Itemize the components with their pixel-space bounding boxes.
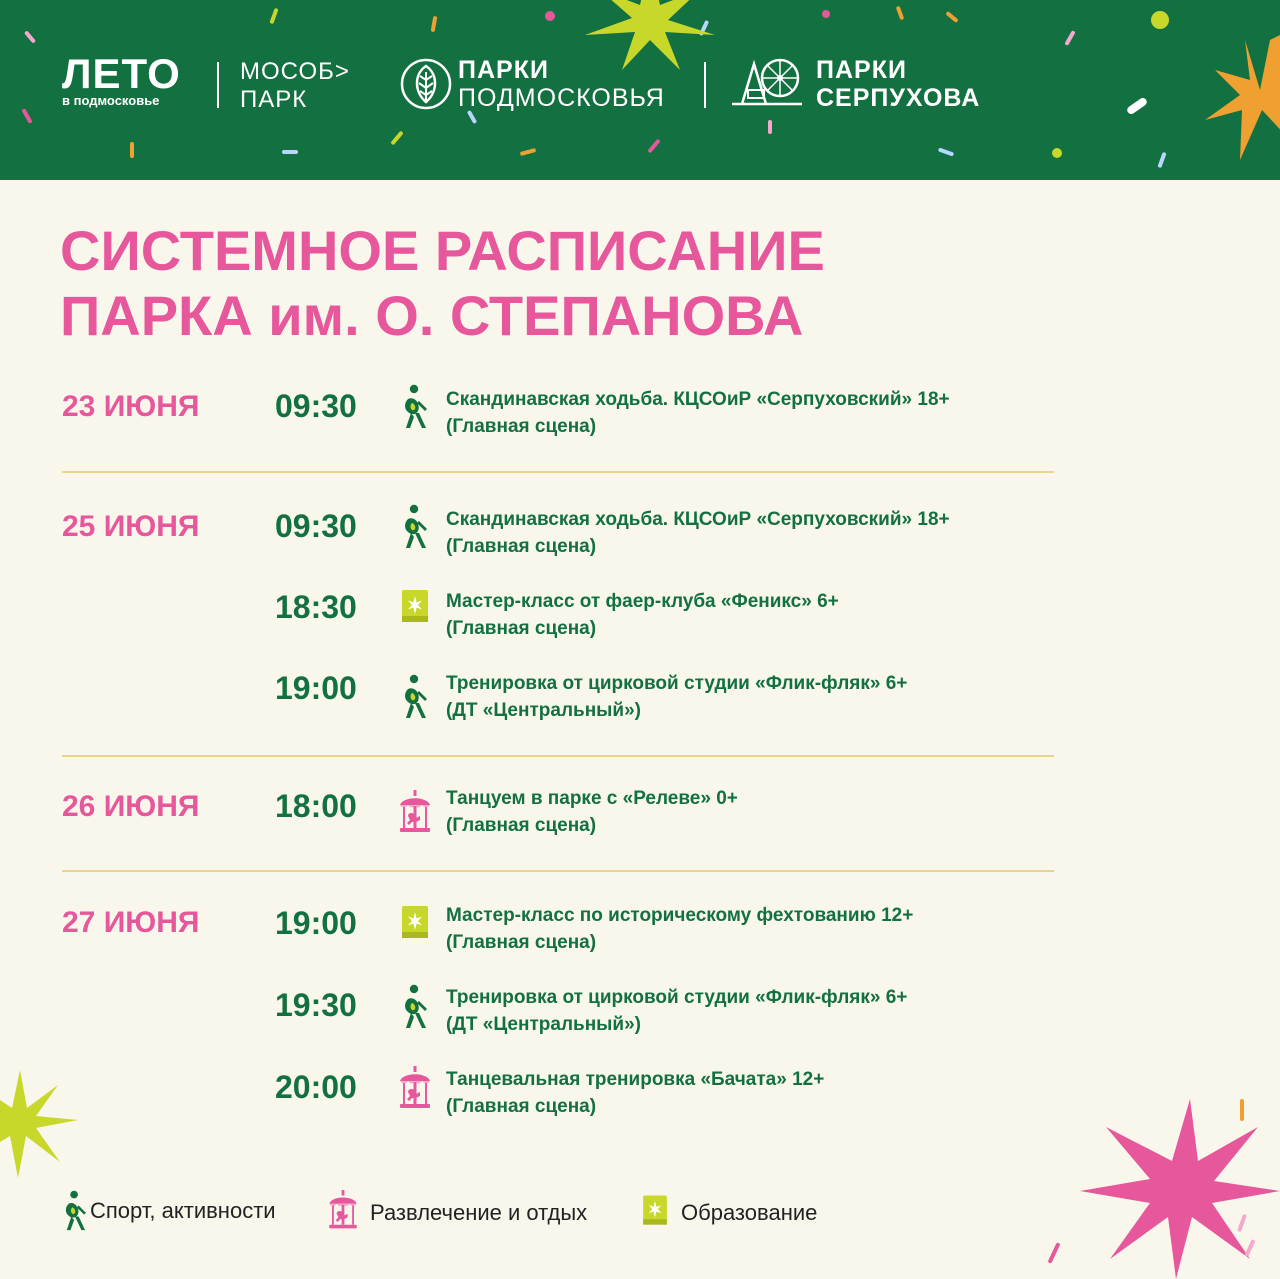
sport-icon xyxy=(398,384,432,430)
event-place: (Главная сцена) xyxy=(446,618,597,639)
event-place: (Главная сцена) xyxy=(446,536,597,557)
event-place: (Главная сцена) xyxy=(446,416,597,437)
parks-podmoskovya-line1: ПАРКИ xyxy=(458,56,549,84)
divider xyxy=(62,471,1054,473)
page-title-line2: ПАРКА им. О. СТЕПАНОВА xyxy=(60,284,804,347)
event-time: 20:00 xyxy=(275,1069,357,1105)
header-divider xyxy=(217,62,219,108)
sport-icon xyxy=(398,674,432,720)
sport-icon xyxy=(398,984,432,1030)
schedule-date: 25 ИЮНЯ xyxy=(62,510,200,543)
mosobpark-logo xyxy=(240,58,350,114)
header xyxy=(0,0,1280,180)
event-title: Тренировка от цирковой студии «Флик-фляк» 6+ xyxy=(446,673,908,694)
event-title: Танцуем в парке с «Релеве» 0+ xyxy=(446,788,738,809)
event-title: Мастер-класс от фаер-клуба «Феникс» 6+ xyxy=(446,591,839,612)
event-place: (Главная сцена) xyxy=(446,1096,597,1117)
burst-decoration xyxy=(1080,1099,1280,1279)
leaf-icon xyxy=(400,58,452,110)
event-time: 19:00 xyxy=(275,905,357,941)
education-icon xyxy=(638,1190,672,1232)
header-divider xyxy=(704,62,706,108)
parks-podmoskovya-line2: ПОДМОСКОВЬЯ xyxy=(458,84,665,112)
divider xyxy=(62,870,1054,872)
divider xyxy=(62,755,1054,757)
leto-logo-title: ЛЕТО xyxy=(62,50,181,97)
event-text xyxy=(446,785,738,839)
education-icon xyxy=(398,900,432,946)
entertainment-icon xyxy=(326,1190,360,1232)
event-time: 19:30 xyxy=(275,987,357,1023)
event-title: Танцевальная тренировка «Бачата» 12+ xyxy=(446,1069,825,1090)
event-title: Мастер-класс по историческому фехтованию 12+ xyxy=(446,905,914,926)
mosobpark-line2: ПАРК xyxy=(240,86,308,113)
page-title-line1: СИСТЕМНОЕ РАСПИСАНИЕ xyxy=(60,219,825,282)
event-text xyxy=(446,670,907,724)
leto-logo-subtitle: в подмосковье xyxy=(62,93,160,108)
parks-serpukhova-line1: ПАРКИ xyxy=(816,56,907,84)
legend-label: Образование xyxy=(681,1200,818,1225)
schedule-date: 26 ИЮНЯ xyxy=(62,790,200,823)
event-time: 19:00 xyxy=(275,670,357,706)
event-place: (Главная сцена) xyxy=(446,815,597,836)
entertainment-icon xyxy=(398,790,432,836)
ferris-wheel-icon xyxy=(732,54,802,110)
schedule-date: 27 ИЮНЯ xyxy=(62,906,200,939)
event-text xyxy=(446,1066,824,1120)
burst-decoration xyxy=(0,1070,80,1180)
event-place: (Главная сцена) xyxy=(446,932,597,953)
sport-icon xyxy=(58,1190,92,1232)
event-time: 09:30 xyxy=(275,388,357,424)
entertainment-icon xyxy=(398,1066,432,1112)
parks-serpukhova-logo xyxy=(816,56,980,112)
event-text xyxy=(446,984,907,1038)
confetti-decoration xyxy=(1040,1238,1070,1268)
event-title: Скандинавская ходьба. КЦСОиР «Серпуховский» 18+ xyxy=(446,389,950,410)
parks-podmoskovya-logo xyxy=(458,56,665,112)
event-text xyxy=(446,588,839,642)
mosobpark-line1: МОСОБ> xyxy=(240,58,350,85)
event-text xyxy=(446,902,913,956)
page-title xyxy=(60,218,825,348)
event-place: (ДТ «Центральный») xyxy=(446,1014,641,1035)
event-text xyxy=(446,506,950,560)
legend-label: Развлечение и отдых xyxy=(370,1200,588,1225)
schedule-date: 23 ИЮНЯ xyxy=(62,390,200,423)
event-place: (ДТ «Центральный») xyxy=(446,700,641,721)
parks-serpukhova-line2: СЕРПУХОВА xyxy=(816,84,981,112)
sport-icon xyxy=(398,504,432,550)
event-time: 09:30 xyxy=(275,508,357,544)
education-icon xyxy=(398,584,432,630)
legend-label: Спорт, активности xyxy=(90,1198,276,1223)
event-title: Скандинавская ходьба. КЦСОиР «Серпуховский» 18+ xyxy=(446,509,950,530)
event-text xyxy=(446,386,950,440)
event-title: Тренировка от цирковой студии «Флик-фляк» 6+ xyxy=(446,987,908,1008)
event-time: 18:00 xyxy=(275,788,357,824)
event-time: 18:30 xyxy=(275,589,357,625)
